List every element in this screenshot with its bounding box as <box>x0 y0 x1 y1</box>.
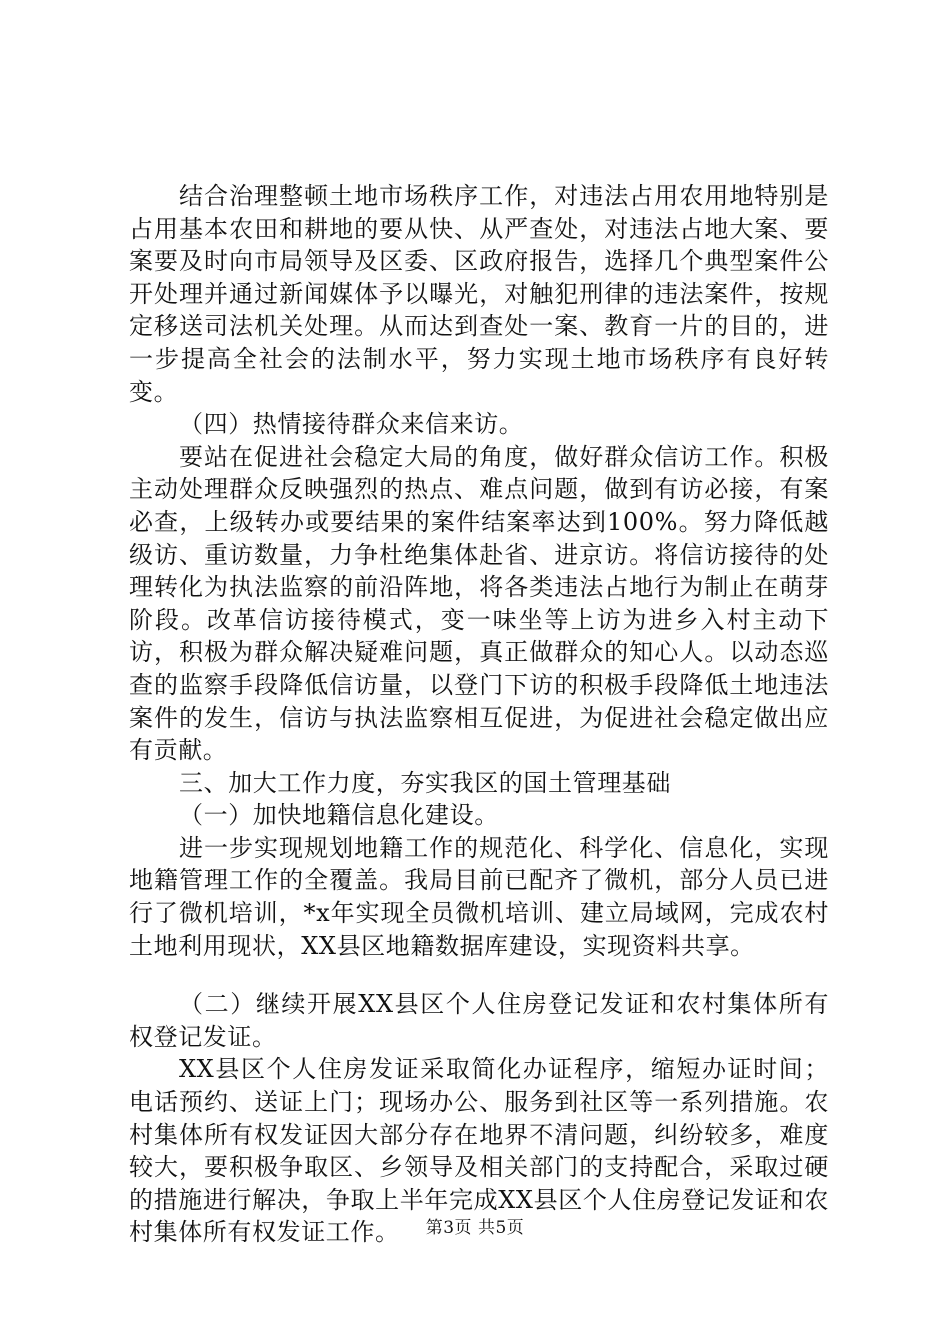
paragraph-gap <box>129 962 829 988</box>
paragraph-cadastral: 进一步实现规划地籍工作的规范化、科学化、信息化，实现地籍管理工作的全覆盖。我局目前已配齐了微机，部分人员已进行了微机培训，*x年实现全员微机培训、建立局域网，完成农村土地利用现状，XX县区地籍数据库建设，实现资料共享。 <box>129 833 829 960</box>
document-body <box>129 180 829 1249</box>
heading-registration: （二）继续开展XX县区个人住房登记发证和农村集体所有权登记发证。 <box>129 990 829 1051</box>
paragraph-land-market: 结合治理整顿土地市场秩序工作，对违法占用农用地特别是占用基本农田和耕地的要从快、从严查处，对违法占地大案、要案要及时向市局领导及区委、区政府报告，选择几个典型案件公开处理并通过新闻媒体予以曝光，对触犯刑律的违法案件，按规定移送司法机关处理。从而达到查处一案、教育一片的目的，进一步提高全社会的法制水平，努力实现土地市场秩序有良好转变。 <box>129 182 829 406</box>
paragraph-petitions: 要站在促进社会稳定大局的角度，做好群众信访工作。积极主动处理群众反映强烈的热点、难点问题，做到有访必接，有案必查，上级转办或要结果的案件结案率达到100%。努力降低越级访、重访数量，力争杜绝集体赴省、进京访。将信访接待的处理转化为执法监察的前沿阵地，将各类违法占地行为制止在萌芽阶段。改革信访接待模式，变一味坐等上访为进乡入村主动下访，积极为群众解决疑难问题，真正做群众的知心人。以动态巡查的监察手段降低信访量，以登门下访的积极手段降低土地违法案件的发生，信访与执法监察相互促进，为促进社会稳定做出应有贡献。 <box>129 442 829 765</box>
heading-petitions: （四）热情接待群众来信来访。 <box>179 410 524 439</box>
heading-section-three: 三、加大工作力度，夯实我区的国土管理基础 <box>179 768 671 797</box>
page-footer: 第3页 共5页 <box>425 1218 525 1238</box>
heading-cadastral: （一）加快地籍信息化建设。 <box>179 801 499 830</box>
paragraph-registration: XX县区个人住房发证采取简化办证程序，缩短办证时间；电话预约、送证上门；现场办公、服务到社区等一系列措施。农村集体所有权发证因大部分存在地界不清问题，纠纷较多，难度较大，要积极争取区、乡领导及相关部门的支持配合，采取过硬的措施进行解决，争取上半年完成XX县区个人住房登记发证和农村集体所有权发证工作。 <box>129 1055 829 1247</box>
